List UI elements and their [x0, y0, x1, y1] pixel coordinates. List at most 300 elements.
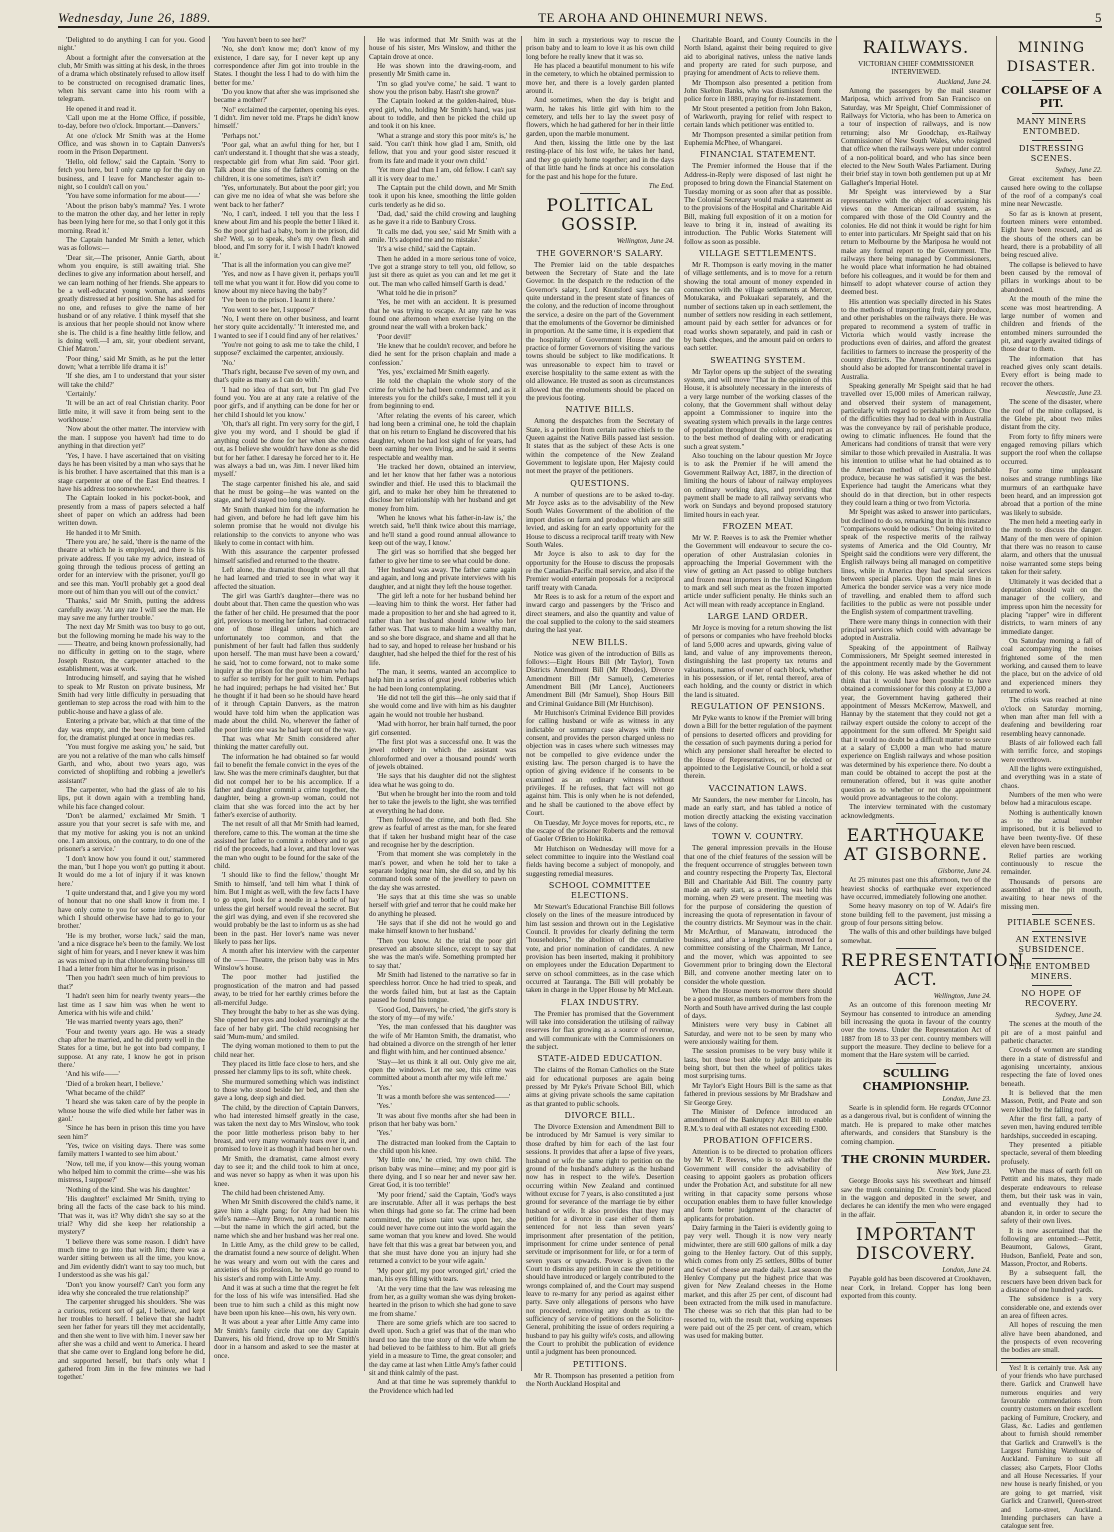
- column-rule: [209, 36, 210, 1371]
- paragraph: 'It calls me dad, you see,' said Mr Smith with a smile. 'It's adopted me and no mistake.': [369, 227, 516, 244]
- paragraph: The child had been christened Amy.: [222, 1189, 325, 1198]
- paragraph: On Tuesday, Mr Joyce moves for reports, etc., re the escape of the prisoner Roberts and the removal of Gaoler O'Brien to Hokitika.: [526, 818, 674, 844]
- column-rule: [996, 36, 997, 1371]
- paragraph: It was about a year after Little Amy came into Mr Smith's family circle that one day Captain Danvers, his old friend, drove up to Mr Smith's door in a hansom and asked to see the master at once.: [214, 1318, 359, 1360]
- paragraph: 'Poor gal, what an awful thing for her, but I can't understand it. I thought that she was a steady, respectable girl from what Jim said. 'Poor girl. Talk about the sins of the fathers coming on the children, it is one sometimes, isn't it?': [214, 141, 359, 183]
- paragraph: Searle is in splendid form. He regards O'Connor as a dangerous rival, but is confident of winning the match. He is prepared to make other matches afterwards, and considers that Stansbury is the coming champion.: [841, 1104, 991, 1146]
- paragraph: NEW BILLS.: [571, 637, 628, 647]
- paragraph: As an outcome of this forenoon meeting Mr Seymour has consented to introduce an amending bill increasing the quota in favour of the country over the towns. Under the Representation Act of 1887 from 18 to 33 per cent. country members will support the measure. They decline to believe for a moment that the Hare system will be carried.: [841, 1001, 991, 1060]
- paragraph: FLAX INDUSTRY.: [560, 997, 640, 1007]
- political-gossip-body: [526, 249, 674, 1389]
- paragraph: 'You went to see her, I suppose?': [222, 305, 315, 314]
- paragraph: 'You're not going to ask me to take the child, I suppose?' exclaimed the carpenter, anxiously.: [214, 341, 359, 358]
- paragraph: 'Yet more glad than I am, old fellow. I can't say all it is very dear to me.': [369, 166, 516, 183]
- paragraph: Ultimately it was decided that a deputation should wait on the manager of the colliery, and impress upon him the necessity for placing "rapper" wire in different districts, to warn miners of any immediate danger.: [1001, 577, 1102, 636]
- column-rule: [679, 36, 680, 1371]
- masthead: [58, 4, 1102, 28]
- paragraph: Mr Speight was interviewed by a Star representative with the object of ascertaining his views on the American railroad system, as compared with those of the Old Country and the colonies. He did not think it would be right for him to enter into particulars. Mr Speight said that on his return to Melbourne by the Mariposa he would not make any formal report to the Government. The railways there being managed by Commissioners, he would place what information he had obtained before his colleagues, and it would be for them and himself to adopt whatever course of action they deemed best.: [841, 188, 991, 297]
- paragraph: There were many things in connection with their principal services which could with advantage be adopted in Australia.: [841, 617, 991, 643]
- paragraph: 'There you are,' he said, 'there is the name of the theatre at which he is employed, and there is his private address. If you take my advice, instead of going through the tedious process of getting an order for an interview with the prisoner, you'll go and see this man. You'll probably get a good deal more out of him than you will out of the convict.': [58, 537, 205, 596]
- paragraph: 'I quite understand that, and I give you my word of honour that no one shall know it from me. I have only come to you for some information, for which I should otherwise have had to go to your brother.': [58, 889, 205, 931]
- paragraph: He was informed that Mr Smith was at the house of his sister, Mrs Winslow, and thither the Captain drove at once.: [369, 36, 516, 61]
- paragraph: They brought the baby to her as she was dying. She opened her eyes and looked yearningly at the face of her baby girl. 'The child recognising her said 'Mum-mum,' and smiled.: [214, 1007, 359, 1041]
- paragraph: 'Call upon me at the Home Office, if possible, to-day, before two o'clock. Important.—Danvers.': [58, 114, 205, 131]
- cronin-headline: THE CRONIN MURDER.: [841, 1152, 991, 1166]
- paragraph: The interview terminated with the customary acknowledgments.: [841, 803, 991, 820]
- paragraph: Mr Stout presented a petition from John Bakon, of Warkworth, praying for relief with respect to certain lands which petitioner was entitled to.: [684, 104, 832, 130]
- paragraph: Mr Hutchison on Wednesday will move for a select committee to inquire into the Westland coal fields having become a subject of monopoly, and suggesting remedial measures.: [526, 844, 674, 878]
- paragraph: 'What became of the child?': [66, 1088, 146, 1097]
- paragraph: That was what Mr Smith considered after thinking the matter carefully out.: [214, 734, 359, 752]
- paragraph: 'No, I can't, indeed. I tell you that the less I knew about Jim and his people the better I liked it. So the poor girl had a baby, born in the prison, did she? Well, so to speak, she's my own flesh and blood, and I'm sorry for it. I wish I hadn't knowed it.': [214, 209, 359, 260]
- paragraph: The information he had obtained so far would fail to benefit the female convict in the eyes of the law. She was the mere criminal's daughter, but that did not compel her to be his accomplice. If a father and daughter commit a crime together, the daughter, being a grown-up woman, could not claim that she was forced into the act by her father's exercise of authority.: [214, 752, 359, 819]
- issue-date: Wednesday, June 26, 1889.: [58, 10, 211, 25]
- paragraph: VACCINATION LAWS.: [708, 783, 808, 793]
- paragraph: 'Yes, yes,' exclaimed Mr Smith eagerly.: [377, 368, 490, 377]
- railways-body: [841, 87, 991, 820]
- paragraph: Mr R. Thompson has presented a petition from the North Auckland Hospital and: [526, 1371, 674, 1389]
- paragraph: All the lights were extinguished, and everything was in a state of chaos.: [1001, 765, 1103, 790]
- dateline: Auckland, June 24.: [937, 77, 991, 86]
- divider: [1032, 958, 1072, 959]
- political-gossip-headline: POLITICAL GOSSIP.: [546, 196, 654, 236]
- paragraph: 'Now, tell me, if you know—this young woman who helped him to commit the crime—she was his mistress, I suppose?': [58, 1159, 205, 1185]
- paragraph: 'I don't know how you found it out,' stammered the man, 'but I hope you won't go putting it about. It would do me a lot of injury if it was known here.': [58, 854, 205, 888]
- paragraph: The next day Mr Smith was too busy to go out, but the following morning he made his way to the —— Theatre, and being known professionally, had no difficulty in getting on to the stage, where Joseph Ruston, the carpenter attached to the establishment, was at work.: [58, 623, 205, 674]
- paragraph: 'Don't be alarmed,' exclaimed Mr Smith. 'I assure you that your secret is safe with me, and that my motive for asking you is not an unkind one. I am anxious, on the contrary, to do one of the prisoner's a service.': [58, 811, 205, 854]
- paragraph: The carpenter shrugged his shoulders. 'She was a curious, reticent sort of gal, I believe, and kept her troubles to herself. I believe that she hadn't seen her father for years till they met accidentally, and then she went to live with him. I never saw her after she was a child and went to America. I heard that she came over to England long before he did, and supported herself, but that's only what I gathered from Jim in the few minutes we had together.': [58, 1298, 205, 1382]
- dateline: Newcastle, June 23.: [1046, 388, 1102, 397]
- paragraph: The Divorce Extension and Amendment Bill to be introduced by Mr Samuel is very similar to those drafted by him for each of the last four sessions. It provides that after a lapse of five years, husband or wife the same right to petition on the ground of the husband's adultery as the husband now has in respect to the wife's. Desertion occurring within New Zealand and continued without excuse for 7 years, is also constituted a just ground for severance of the marriage tie by either husband or wife. It also provides that they may petition for a divorce in case either of them is sentenced for not less than seven years' imprisonment after presentation of the petition, imprisonment for crime under sentence of penal servitude or imprisonment for life, or for a term of seven years or upwards. Power is given to the Court to dismiss any petition in case the petitioner should have introduced or largely contributed to the wrongs complained of, and the Court may suspend leave to re-marry for any period as against either party. Save only allegations of persons who have not proceeded, removing any doubt as to the sufficiency of service of petitions on the Solicitor-General, prohibiting the issue of orders requiring a husband to pay his guilty wife's costs, and allowing the Court to prohibit the publication of evidence until a judgment has been pronounced.: [526, 1123, 674, 1357]
- entombed-miners-subhead: THE ENTOMBED MINERS.: [1012, 961, 1091, 981]
- paragraph: PROBATION OFFICERS.: [703, 1135, 813, 1145]
- paragraph: Speaking of the appointment of Railway Commissioners, Mr Speight seemed interested in the appointment recently made by the Government of this colony. He was asked whether he did not think that it would have been possible to have obtained a commissioner for this colony at £3,000 a year, the Government having gathered their appointment of Messrs McKerrow, Maxwell, and Hannay by the statement that they could not get a railway expert outside the colony to accept of the appointment for the sum offered. Mr Speight said that it would no doubt be a difficult matter to secure at a salary of £3,000 a man who had mature experience on English railways and whose position was determined by his experience there. No doubt a man could be obtained to accept the post at the remuneration offered, but it was quite another question as to whether or not the appointment would prove advantageous to the colony.: [841, 643, 991, 802]
- paragraph: 'It's a wise child,' said the Captain.: [377, 245, 476, 254]
- paragraph: The child, by the direction of Captain Danvers, who had interested himself greatly in the case, was taken the next day to Mrs Winslow, who took the poor little motherless prison baby to her breast, and very many womanly tears over it, and promised to love it as though it had been her own.: [214, 1103, 359, 1154]
- paragraph: Charitable Board, and County Councils in the North Island, against their being required to give aid to aboriginal natives, unless the native lands and property are rated for such purpose, and praying for amendment of Acts to relieve them.: [684, 36, 832, 78]
- paragraph: 'Yes, the man confessed that his daughter was the wife of Mr Hamton Smith, the dramatist, who had obtained a divorce on the strength of her letter and flight with him, and her continued absence.': [369, 1023, 516, 1057]
- paragraph: 'What told he die in prison?': [377, 288, 458, 297]
- paragraph: The net result of all that Mr Smith had learned, therefore, came to this. The woman at the time she assisted her father to commit a robbery and to get rid of the proceeds, had a lover, and that lover was the man who ought to be found for the sake of the child.: [214, 820, 359, 870]
- paragraph: 'Four and twenty years ago. He was a steady chap after he married, and he did pretty well in the States for a time, but he got into bad company, I suppose. At any rate, I know he got in prison there.': [58, 1027, 205, 1069]
- paragraph: 'Now about the other matter. The interview with the man. I suppose you haven't had time to do anything in that direction yet?': [58, 425, 205, 451]
- column-rule: [836, 36, 837, 1371]
- mining-body-3: [1001, 1020, 1102, 1354]
- paragraph: Mr W. P. Reeves is to ask the Premier whether the Government will endeavour to secure the co-operation of other Australasian colonies in approaching the Imperial Government with the view of getting an Act passed to oblige butchers and frozen meat importers in the United Kingdom to mark and sell such meat as the frozen imported article under sufficient penalty. He thinks such an Act will mean with ready acceptance in England.: [684, 533, 832, 609]
- paragraph: The subsidence is a very considerable one, and extends over an area of fifteen acres.: [1001, 1295, 1102, 1320]
- discovery-body: [841, 1275, 991, 1300]
- column-1: [58, 36, 205, 1382]
- paragraph: And it was at such a time that the regret he felt for the loss of his wife was intensified. Had she been true to him such a child as this might now have been upon his knee—his own, his very own.: [214, 1283, 359, 1317]
- paragraph: All hopes of rescuing the men alive have been abandoned, and the prospects of even recovering the bodies are small.: [1001, 1321, 1102, 1355]
- paragraph: When Mr Smith discovered the child's name, it gave him a slight pang; for Amy had been his wife's name—Amy Brown, not a romantic name—but the name in which the girl acted, but the name which she and her husband was her real one.: [214, 1198, 359, 1240]
- paragraph: At 25 minutes past one this afternoon, two of the heaviest shocks of earthquake ever experienced have occurred, immediately following one another.: [841, 876, 991, 901]
- paragraph: REGULATION OF PENSIONS.: [690, 702, 826, 712]
- paragraph: Also touching on the labour question Mr Joyce is to ask the Premier if he will amend the Government Railway Act, 1887, in the direction of limiting the hours of labour of railway employees on ordinary working days, and providing that payment shall be made to all railway servants who work on Sundays and beyond proposed statutory limited hours in each year.: [684, 452, 832, 519]
- paragraph: 'Yes.': [377, 1083, 392, 1092]
- paragraph: The Premier informed the House that if the Address-in-Reply were disposed of last night he proposed to bring down the Financial Statement on Tuesday morning or as soon after that as possible. The Colonial Secretary would make a statement as to the provisions of the Hospital and Charitable Aid Bill, making full exposition of it on a motion for leave to bring it in, instead of awaiting its introduction. The Public Works Statement will follow as soon as possible.: [684, 162, 832, 246]
- paragraph: 'Poor thing,' said Mr Smith, as he put the letter down; 'what a terrible life drama it is!': [58, 354, 205, 372]
- paragraph: 'Stay—let us think it all out. Only give me air, open the windows. Let me see, this crime was committed about a month after my wife left me.': [369, 1057, 516, 1083]
- paragraph: He handed it to Mr Smith.: [66, 528, 141, 537]
- paragraph: Entering a private bar, which at that time of the day was empty, and the beer having been called for, the dramatist plunged at once in medias res.: [58, 717, 205, 742]
- paragraph: And then, kissing the little one by the last resting-place of his lost wife, he takes her hand, and they go quietly home together; and in the days of that little hand he finds at once his consolation for the past and his hope for the future.: [526, 139, 674, 181]
- political-gossip-continued: [684, 36, 832, 1341]
- paragraph: 'My poor friend,' said the Captain, 'God's ways are inscrutable. After all it was perhaps the best when things had gone so far. The crime had been committed, the prison taint was upon her, she could never have come out into the world again the same woman that you knew and loved. She would have felt that this was a great bar between you, and that she must have done you an injury had she returned a convict to be your wife again.': [369, 1190, 516, 1266]
- paragraph: VILLAGE SETTLEMENTS.: [699, 248, 817, 258]
- paragraph: 'I'm so glad you've come,' he said. 'I want to show you the prison baby. Hasn't she grown?': [369, 79, 516, 97]
- paragraph: The Premier has promised that the Government will take into consideration the utilising of railway reserves for flax growing as a source of revenue, and will communicate with the Commissioners on the subject.: [526, 1009, 674, 1052]
- paragraph: Mr R. Thompson is early moving in the matter of village settlements, and is to move for a return showing the total amount of money expended in connection with the village settlements at Mercer, Motukaraka, and Pokuakari separately, and the number of sections taken up in each settlement, the number of settlers now residing in each settlement, amount paid by each settler for advances or for road works shown separately, and paid in cash or by bank cheques, and the amount paid on orders to each settler.: [684, 260, 832, 353]
- dateline: Wellington, June 24.: [616, 237, 674, 246]
- paragraph: The Captain put the child down, and Mr Smith took it upon his knee, smoothing the little golden curls tenderly as he did so.: [369, 183, 516, 209]
- paragraph: 'His daughter!' exclaimed Mr Smith, trying to bring all the facts of the case back to his mind. 'That was it, was it? Why didn't she say so at the trial? Why did she keep her relationship a mystery?': [58, 1195, 205, 1237]
- cronin-body: [841, 1177, 991, 1219]
- newspaper-title: TE AROHA AND OHINEMURI NEWS.: [538, 10, 768, 25]
- no-hope-subhead: NO HOPE OF RECOVERY.: [1021, 988, 1082, 1008]
- paragraph: Among the passengers by the mail steamer Mariposa, which arrived from San Francisco on Saturday, was Mr Speight, Chief Commissioner of Railways for Victoria, who has been to America on a tour of inspection of railways, and is now returning; also Mr Goodchap, ex-Railway Commissioner of New South Wales, who resigned that office when the railways were put under control of a non-political board, and who has since been elected to the New South Wales Parliament. During their brief stay in town both gentlemen put up at Mr Gallagher's Imperial Hotel.: [841, 87, 991, 187]
- paragraph: FROZEN MEAT.: [722, 521, 794, 531]
- divider: [1032, 140, 1072, 141]
- paragraph: 'If she dies, am I to understand that your sister will take the child?': [58, 372, 205, 389]
- paragraph: 'Don't you know yourself? Can't you form any idea why she concealed the true relationship?': [58, 1280, 205, 1297]
- paragraph: Mr Speight was asked to answer into particulars, but declined to do so, remarking that in this instance "comparisons would be odious." On being invited to speak of the respective merits of the railway systems of America and the Old Country, Mr Speight said the conditions were very different, the English railways being all managed on competitive lines, while in America they had special services between special places. Upon the main lines in America the bonder service was a very nice mode of travelling, and enabled them to afford such facilities to the public as were not possible under the English system of compartment travelling.: [841, 508, 991, 617]
- paragraph: Mr Hutchison's Criminal Evidence Bill provides for calling husband or wife as witness in any indictable or summary case always with their consent, and provides the person charged unless no objection was in cases where such witnesses may not be compelled to give evidence under the existing law. The person charged is to have the option of giving evidence if he consents to be examined as an ordinary witness without privileges. If he refuses, that fact will not go against him. This is only when he is not defended, and he shall be cautioned to the above effect by Court.: [526, 709, 674, 818]
- paragraph: 'When he knows what his father-in-law is,' the wretch said, 'he'll think twice about this marriage, and he'll stand a good round annual allowance to keep out of the way, I know.': [369, 513, 516, 547]
- paragraph: 'Hello, old fellow,' said the Captain. 'Sorry to fetch you here, but I only came up for the day on business, and I leave for Manchester again to-night, so I couldn't call on you.': [58, 157, 205, 191]
- story-continued-3: [369, 36, 516, 1395]
- paragraph: The Captain looked in his pocket-book, and presently from a mass of papers selected a half sheet of paper on which an address had been written down.: [58, 494, 205, 528]
- paragraph: And at that time he was supremely thankful to the Providence which had led: [369, 1378, 516, 1395]
- paragraph: By a subsequent fall, the rescuers have been driven back for a distance of one hundred yards.: [1001, 1269, 1102, 1294]
- paragraph: Mr Smith had listened to the narrative so far in speechless horror. Once he had tried to speak, and the words failed him, but at last as the Captain paused he found his tongue.: [369, 971, 516, 1005]
- paragraph: They placed its little face close to hers, and she pressed her clammy lips to its soft, white cheek.: [214, 1059, 359, 1077]
- paragraph: She murmured something which was indistinct to those who stood beside her bed, and then she gave a long, deep sigh and died.: [214, 1077, 359, 1103]
- story-continued-1: [58, 36, 205, 1382]
- paragraph: Mr Smith thanked him for the information he had given, and before he had left gave him his solemn promise that he would not divulge his relationship to the convicts to anyone who was likely to come in contact with him.: [214, 505, 359, 547]
- paragraph: PETITIONS.: [572, 1359, 628, 1369]
- paragraph: It is now ascertained that the following are entombed:—Pettit, Beaumont, Galows, Grant, Hudson, Banfield, Peate and son, Masson, Proctor, and Roberts.: [1001, 1226, 1102, 1268]
- discovery-headline: IMPORTANT DISCOVERY.: [855, 1224, 977, 1264]
- paragraph: Numbers of the men who were below had a miraculous escape.: [1001, 791, 1102, 808]
- paragraph: Among the despatches from the Secretary of State, is a petition from certain native chiefs to the Queen against the Native Bills passed last session. It states that as the subject of these Acts is one within the competence of the New Zealand Government to legislate upon, Her Majesty could not meet the prayer of the petitioners.: [526, 417, 674, 476]
- paragraph: Mr Saunders, the new member for Lincoln, has made an early start, and has tabled a notice of motion directly attacking the existing vaccination laws of the colony.: [684, 795, 832, 829]
- paragraph: 'I believe there was some reason. I didn't have much time to go into that with Jim; there was a warder sitting between us all the time, you know, and Jim evidently didn't want to say too much, but I understood as she was his gal.': [58, 1237, 205, 1280]
- paragraph: He opened it and read it.: [66, 104, 137, 113]
- paragraph: 'Dad, dad,' said the child crowing and laughing as he gave it a ride to Banbury Cross.: [369, 209, 516, 227]
- paragraph: 'I should like to find the fellow,' thought Mr Smith to himself, 'and tell him what I think of him. But I might as well, with the few facts I have to go upon, look for a needle in a bottle of hay unless the girl herself would reveal the secret. But the girl was dying, and even if she recovered she would probably be the last to inform us as she had been in the past. Her lover's name was never likely to pass her lips.: [214, 871, 359, 947]
- paragraph: The Premier laid on the table despatches between the Secretary of State and the late Governor. In the despatch re the reduction of the Governor's salary, Lord Knutsford says he can quite understand in the present state of finances of the colony, and the reduction of income throughout the service, a desire on the part of the Government that the emoluments of the Governor be diminished in proportion. At the same time, it is expedient that the hospitality of Government House and the practice of former Governors of visiting the various towns should be subject to like modifications. It was unreasonable to expect him to travel or exercise hospitality to the same extent as with the old allowance. He trusted as soon as circumstances allowed that the emoluments should be placed on the previous footing.: [526, 260, 674, 403]
- paragraph: Left alone, the dramatist thought over all that he had learned and tried to see in what way it affected the situation.: [214, 565, 359, 591]
- mining-body-1: [1001, 175, 1102, 388]
- paragraph: DIVORCE BILL.: [564, 1111, 636, 1121]
- paragraph: Mr Pyke wants to know if the Premier will bring down a Bill for the better regulation of the payment of pensions to deserted officers and providing for the cessation of such payments during a period for which any pensioner shall hereafter be elected to the House of Representatives, or be elected or appointed to the Legislative Council, or hold a seat therein.: [684, 714, 832, 781]
- paragraph: 'Yes.': [377, 1129, 392, 1138]
- paragraph: Blasts of air followed each fall with terrific force, and stopings were overthrown.: [1001, 739, 1102, 764]
- sculling-body: [841, 1104, 991, 1146]
- paragraph: Ministers were very busy in Cabinet all Saturday, and were not to be seen by many who were anxiously waiting for them.: [684, 1021, 832, 1047]
- paragraph: After the first fall, a party of seven men, having endured terrible hardships, succeeded in escaping.: [1001, 1115, 1102, 1140]
- paragraph: 'Good God, Danvers,' he cried, 'the girl's story is the story of my—of my wife.': [369, 1005, 516, 1022]
- paragraph: 'I've been to the prison. I learnt it there.': [222, 296, 336, 305]
- paragraph: The girl was Garth's daughter—there was no doubt about that. Then came the question who was the father of her child. He presumed that the poor girl, previous to meeting her father, had contracted one of those illegal unions which are unfortunately too common, and that the punishment of her fault had fallen thus suddenly upon herself. 'The man must have been a coward,' he said, 'not to come forward, not to make some inquiry at the prison for the poor woman who had to suffer so terribly for her guilt to him. Perhaps he had inquired; perhaps he had visited her.' But he thought if it had been so he should have heard of it through Captain Danvers, as the matron would have told him when the application was made about the child. No, wherever the father of the poor little one was he had kept out of the way.: [214, 592, 359, 734]
- paragraph: 'At the very time that the law was releasing me from her, as a guilty woman she was dying broken-hearted in the prison to which she had gone to save me from shame.': [369, 1284, 516, 1318]
- paragraph: 'What a strange and story this poor mite's is,' he said. 'You can't think how glad I am, Smith, old fellow, that you and your good sister rescued it from its fate and made it your own child.': [369, 131, 516, 165]
- story-continued-2: [214, 36, 359, 1360]
- paragraph: The walls of this and other buildings have bulged somewhat.: [841, 928, 991, 945]
- paragraph: The girl was so horrified that she begged her father to give her time to see what could be done.: [369, 548, 516, 565]
- paragraph: 'He says that at this time she was so unable herself with grief and terror that he could make her do anything he pleased.: [369, 893, 516, 918]
- paragraph: The scene of the disaster, where the roof of the mine collapsed, is the Glebe pit, about two miles distant from the city.: [1001, 398, 1102, 432]
- paragraph: 'My little one,' he cried, 'my own child. The prison baby was mine—mine; and my poor girl is there dying, and I so near her and never saw her. Great God, it is too terrible!': [369, 1156, 516, 1190]
- divider: [1032, 113, 1072, 114]
- paragraph: 'Dear sir,—The prisoner, Annie Garth, about whom you enquire, is still awaiting trial. She declines to give any information about herself, and we can learn nothing of her friends. She appears to be a well-educated young woman, and seems greatly distressed at her position. She has asked for no one, and refuses to give the name of her husband or of any relative. I think myself that she is anxious that her people should not know where she is. The child is a fine healthy little fellow, and is doing well.—I am, sir, your obedient servant, Chief Matron.': [58, 253, 205, 354]
- paragraph: 'Yes, I have. I have ascertained that on visiting days he has been visited by a man who says that he is his brother. I have ascertained that this man is a stage carpenter at one of the East End theatres. I have his address too somewhere.': [58, 451, 205, 493]
- paragraph: Attention is to be directed to probation officers by Mr W. P. Reeves, who is to ask whether the Government will consider the advisability of ceasing to appoint gaolers as probation officers under the Probation Act, and substitute for all new writing in that capacity some persons whose occupation enables them to have fuller knowledge and form better judgment of the character of applicants for probation.: [684, 1147, 832, 1223]
- paragraph: About a fortnight after the conversation at the club, Mr Smith was sitting at his desk, in the throes of a drama which obstinately refused to allow itself to be constructed on recognised dramatic lines, when his servant came into his room with a telegram.: [58, 53, 205, 104]
- paragraph: The stage carpenter finished his ale, and said that he must be going—he was wanted on the stage, and he'd stayed too long already.: [214, 479, 359, 505]
- paragraph: 'No, I went there on other business, and learnt her story quite accidentally.' 'It interested me, and I wanted to see if I could find any of her relatives.': [214, 315, 359, 340]
- paragraph: SWEATING SYSTEM.: [710, 355, 806, 365]
- paragraph: 'He tracked her down, obtained an interview, and let her know that her father was a notorious swindler and thief. He used this to blackmail the girl, and to make her obey him he threatened to disclose her relationship with her husband and get money from him.: [369, 462, 516, 513]
- divider: [1032, 80, 1072, 81]
- paragraph: The information that has reached gives only scant details. Every effort is being made to recover the others.: [1001, 354, 1102, 388]
- distressing-subhead: DISTRESSING SCENES.: [1018, 144, 1085, 163]
- paragraph: A number of questions are to be asked to-day. Mr Joyce asks as to the advisability of the New South Wales Government of the abolition of the import duties on farm and produce which are still levied, and asking for an early opportunity for the House to discuss a reciprocal tariff treaty with New South Wales.: [526, 490, 674, 549]
- dateline: Gisborne, June 24.: [937, 866, 991, 875]
- paragraph: The general impression prevails in the House that one of the chief features of the session will be the frequent occurrence of struggles between town and country respecting the Property Tax, Electoral Bill and Charitable Aid Bill. The country party made an early start, as a meeting was held this morning, when 29 were present. The meeting was for the purpose of considering the question of increasing the quota of representation in favour of the country districts. Mr Seymour was in the chair. Mr McArthur, of Manawatu, introduced the business, and after a lengthy speech moved for a committee consisting of the Chairman, Mr Lance, and the mover, which was appointed to see Government prior to bringing down the Electoral Bill, and convene another meeting later on to consider the whole question.: [684, 844, 832, 986]
- divider: [896, 1149, 936, 1150]
- paragraph: And sometimes, when the day is bright and warm, he takes his little girl with him to the cemetery, and tells her to lay the sweet posy of flowers, which he had gathered for her in their little garden, upon the marble monument.: [526, 96, 674, 138]
- paragraph: 'Oh, that's all right. I'm very sorry for the girl, I give you my word, and I should be glad if anything could be done for her when she comes out, as I believe she wouldn't have done as she did but for her father. I daresay he forced her to it. He was always a bad un, was Jim. I never liked him myself.': [214, 420, 359, 479]
- paragraph: The men held a meeting early in the month to discuss the danger. Many of the men were of opinion that there was no reason to cause alarm, and others that the unusual noise warranted some steps being taken for their safety.: [1001, 518, 1102, 577]
- divider: [896, 948, 936, 949]
- paragraph: NATIVE BILLS.: [565, 405, 635, 415]
- paragraph: 'Certainly.': [66, 390, 97, 399]
- column-6: [841, 36, 1025, 1371]
- paragraph: 'Died of a broken heart, I believe.': [66, 1079, 163, 1088]
- earthquake-body: [841, 876, 991, 945]
- paragraph: 'After relating the events of his career, which had long been a criminal one, he told the chaplain that on his return to England he discovered that his daughter, whom he had lost sight of for years, had been earning her own living, and he said it seems respectable and wealthy man.: [369, 411, 516, 462]
- paragraph: 'Perhaps not.': [222, 131, 260, 140]
- paragraph: 'Yes, he met with an accident. It is presumed that he was trying to escape. At any rate he was found one afternoon when exercise lying on the ground near the wall with a broken back.': [369, 298, 516, 332]
- pitiable-subhead: PITIABLE SCENES.: [1007, 917, 1096, 927]
- paragraph: 'He says that his daughter did not the slightest idea what he was going to do.: [369, 772, 516, 789]
- paragraph: From forty to fifty miners were engaged removing pillars which support the roof when the collapse occurred.: [1001, 432, 1102, 466]
- paragraph: Relief parties are working continuously to rescue the remainder.: [1001, 851, 1102, 877]
- paragraph: Introducing himself, and saying that he wished to speak to Mr Ruston on private business, Mr Smith had very little difficulty in persuading that gentleman to step across the road with him to the public-house and have a glass of ale.: [58, 674, 205, 716]
- paragraph: The claims of the Roman Catholics on the State aid for educational purposes are again being pressed by Mr Pyke's Private School Bill, which aims at giving private schools the same capitation as that granted to public schools.: [526, 1066, 674, 1108]
- paragraph: 'That is all the information you can give me?': [222, 260, 352, 269]
- paragraph: TOWN V. COUNTRY.: [712, 832, 804, 842]
- paragraph: 'He did not tell the girl this—he only said that if she would come and live with him as his daughter again he would not trouble her husband.: [369, 694, 516, 719]
- paragraph: The Captain handed Mr Smith a letter, which was as follows:—: [58, 235, 205, 253]
- representation-body: [841, 1001, 991, 1059]
- paragraph: 'Nothing of the kind. She was his daughter.': [66, 1185, 191, 1194]
- paragraph: Mr Smith, the dramatist, came almost every day to see it; and the child took to him at once, and was never so happy as when it was upon his knee.: [214, 1154, 359, 1188]
- paragraph: When the mass of earth fell on Pettitt and his mates, they made desperate endeavours to release them, but their task was in vain, and eventually they had to abandon it, in order to secure the safety of their own lives.: [1001, 1167, 1102, 1226]
- paragraph: 'From that moment she was completely in the man's power, and when he told her to take a separate lodging near him, she did so, and by his command took some of the jewellery to pawn on the day she was arrested.: [369, 850, 516, 892]
- paragraph: 'No!' exclaimed the carpenter, opening his eyes. 'I didn't. Jim never told me. P'raps he didn't know himself.': [214, 105, 359, 131]
- paragraph: 'No, she don't know me; don't know of my existence, I dare say, for I never kept up any correspondence after Jim got into trouble in the States. I thought the less I had to do with him the better for me.': [214, 45, 359, 87]
- divider: [1032, 914, 1072, 915]
- representation-headline: REPRESENTATION ACT.: [841, 951, 1025, 991]
- paragraph: At one o'clock Mr Smith was at the Home Office, and was shown in to Captain Danvers's room in the Prison Department.: [58, 131, 205, 157]
- dateline: Sydney, June 22.: [1055, 166, 1102, 174]
- paragraph: Thousands of persons are assembled at the pit mouth, awaiting to hear news of the missing men.: [1001, 877, 1102, 911]
- paragraph: Mr Stewart's Educational Franchise Bill follows closely on the lines of the measure introduced by him last session and thrown out in the Legislative Council. It provides for clearly defining the term "householders," the abolition of the cumulative vote, and prior nomination of candidates. A new provision has been inserted, making it prohibitory on employees under the Education Department to serve on school committees, as in the case which occurred at Tauranga. The Bill will probably be taken in charge in the Upper House by Mr McLean.: [526, 902, 674, 995]
- paragraph: 'I heard she was taken care of by the people in whose house the wife died while her father was in gaol.': [58, 1098, 205, 1123]
- paragraph: 'Yes, and now as I have given it, perhaps you'll tell me what you want it for. How did you come to know about my niece having the baby?': [214, 270, 359, 295]
- paragraph: Dairy farming in the Taieri is evidently going to pay very well. Though it is now very nearly midwinter, there are still 600 gallons of milk a day going to the Henley factory. Out of this supply, which comes from only 25 settlers, 80lbs of butter and 6cwt of cheese are made daily. Last season the Henley Company put the highest price that was given for New Zealand cheeses in the Home market, and this after 25 per cent, of discount had been extracted from the milk used in manufacture. The cheese was so rich that this plan had to be resorted to, with the result that, working expenses were paid out of the 25 per cent. of cream, which was used for making butter.: [684, 1223, 832, 1341]
- divider: [896, 1063, 936, 1064]
- paragraph: 'The girl left a note for her husband behind her—leaving him to think the worst. Her father had made a proposition to her and she had agreed to it, rather than her husband should know who her father was. That was to make him a wealthy man, and so she bore disgrace, and shame and all that he had to say, and hoped to release her husband or his daughter, had she helped the thief for the rest of his life.: [369, 592, 516, 667]
- paragraph: THE GOVERNOR'S SALARY.: [536, 248, 664, 258]
- paragraph: Mr Thompson presented a similar petition from Euphemia McPhee, of Whangarei.: [684, 130, 832, 148]
- paragraph: Mr Rees is to ask for a return of the export and inward cargo and passengers by the 'Frisco and direct steamers, and also the quantity and value of the coal supplied to the colony to the said steamers during the last year.: [526, 592, 674, 635]
- paragraph: FINANCIAL STATEMENT.: [699, 150, 817, 160]
- paragraph: 'You have some information for me about——': [66, 192, 201, 201]
- paragraph: 'It will be an act of real Christian charity. Poor little mite, it will save it from being sent to the workhouse.': [58, 399, 205, 425]
- divider: [1001, 1358, 1102, 1359]
- paragraph: 'Thanks,' said Mr Smith, putting the address carefully away. 'At any rate I will see the man. He may save me any further trouble.': [58, 597, 205, 623]
- divider: [896, 823, 936, 824]
- paragraph: QUESTIONS.: [570, 478, 630, 488]
- paragraph: STATE-AIDED EDUCATION.: [537, 1054, 663, 1064]
- railways-subhead: VICTORIAN CHIEF COMMISSIONER INTERVIEWED.: [858, 60, 974, 77]
- paragraph: George Brooks says his sweetheart and himself saw the trunk containing Dr. Cronin's body placed in the waggon and deposited in the sewer, and declares he can identify the men who were engaged in the affair.: [841, 1177, 991, 1219]
- dateline: New York, June 23.: [937, 1167, 991, 1176]
- sculling-headline: SCULLING CHAMPIONSHIP.: [862, 1066, 970, 1093]
- paragraph: When the House meets to-morrow there should be a good muster, as numbers of members from the North and South have arrived during the last couple of days.: [684, 987, 832, 1021]
- paragraph: The Captain looked at the golden-haired, blue-eyed girl, who, holding Mr Smith's hand, was just about to toddle, and then he picked the child up and took it on his knee.: [369, 97, 516, 131]
- paragraph: 'Since he has been in prison this time you have seen him?': [58, 1124, 205, 1141]
- paragraph: Crowds of women are standing there in a state of distressful and agonising uncertainty, anxious respecting the fate of loved ones beneath.: [1001, 1046, 1102, 1088]
- divider: [580, 193, 620, 194]
- paragraph: The session promises to be very busy while it lasts, but those best able to judge anticipate its being short, but then the wheel of politics takes most surprising turns.: [684, 1047, 832, 1081]
- paragraph: Mr Joyce is moving for a return showing the list of persons or companies who have freehold blocks of land 5,000 acres and upwards, giving value of land, and value of any improvements thereon, distinguishing the last property tax returns and valuations, names of owner of each block, whether in his possession, or if let, rental thereof, area of each holding, and the county or district in which the land is situated.: [684, 623, 832, 699]
- paragraph: him in such a mysterious way to rescue the prison baby and to learn to love it as his own child long before he really knew that it was so.: [526, 36, 674, 61]
- paragraph: Speaking generally Mr Speight said that he had travelled over 15,000 miles of American railway, and observed their system of management, particularly with regard to perishable produce. One of the difficulties they had to deal with in Australia was the conveyance by rail of perishable produce, owing to climatic influences. He found that the Americans had conditions of transit that were very similar to those which prevailed in Australia. It was his intention to utilise what he had obtained as to the American method of carrying perishable produce, because he was satisfied it was the best. Experience had taught the Americans what they should do in that direction, but in other respects they could learn a thing or two from Victoria.: [841, 382, 991, 507]
- paragraph: 'It was about five months after she had been in prison that her baby was born.': [369, 1111, 516, 1128]
- paragraph: 'About the prison baby's mamma? Yes. I wrote to the matron the other day, and her letter in reply has been lying here for me, so that I only got it this morning. Read it.': [58, 201, 205, 235]
- column-rule: [364, 36, 365, 1371]
- collapse-subhead: COLLAPSE OF A PIT.: [1001, 84, 1102, 110]
- paragraph: 'Mad with horror, her brain half turned, the poor girl consented.: [369, 720, 516, 737]
- paragraph: 'That's right, because I've seven of my own, and that's quite as many as I can do with.': [214, 368, 359, 385]
- column-4: [526, 36, 674, 1389]
- paragraph: 'But when he brought her into the room and told her to take the jewels to the light, she was terrified at everything he had done.: [369, 789, 516, 815]
- paragraph: 'No.': [222, 358, 236, 367]
- paragraph: There are some griefs which are too sacred to dwell upon. Such a grief was that of the man who heard too late the true story of the wife whom he had believed to be faithless to him. But all griefs yield in a measure to Time, the great consoler; and the day came at last when Little Amy's father could sit and think calmly of the past.: [369, 1318, 516, 1377]
- dateline: Sydney, June 24.: [1055, 1010, 1102, 1019]
- paragraph: A month after his interview with the carpenter of the —— Theatre, the prison baby was in Mrs Winslow's house.: [214, 947, 359, 973]
- paragraph: 'You must forgive me asking you,' he said, 'but are you not a relative of the man who calls himself Garth, and who, about two years ago, was convicted of shoplifting and robbing a jeweller's assistant?': [58, 743, 205, 785]
- paragraph: It is believed that the men Masson, Pettit, and Peate and son were killed by the falling roof.: [1001, 1089, 1102, 1114]
- paragraph: 'Her husband was away. The father came again and again, and long and private interviews with his daughter, and at night they left the house together.: [369, 565, 516, 591]
- paragraph: Mr Joyce is also to ask to day for the opportunity for the House to discuss the proposals re the Canadian-Pacific mail service, and also if the Premier would entertain proposals for a reciprocal tariff treaty with Canada.: [526, 550, 674, 592]
- paragraph: 'Delighted to do anything I can for you. Good night.': [58, 36, 205, 53]
- paragraph: Mr Thompson also presented a petition from John Skelton Banks, who was dismissed from the police force in 1880, praying for re-instatement.: [684, 78, 832, 104]
- mining-body-2: [1001, 398, 1102, 911]
- paragraph: LARGE LAND ORDER.: [707, 611, 809, 621]
- paragraph: 'He says that if she did not he would go and make himself known to her husband.': [369, 919, 516, 936]
- dateline: London, June 24.: [942, 1265, 991, 1274]
- furniture-advertisement: Yes! It is certainly true. Ask any of your friends who have purchased there. Garlick and Cranwell have numerous enquiries and very favourable commendations from country customers on their excellent packing of Furniture, Crockery, and Glass, &c. Ladies and gentlemen about to furnish should remember that Garlick and Cranwell's is the Largest Furnishing Warehouse of Auckland. Furniture to suit all classes; also Carpets, Floor Cloths and all House Necessaries. If your new house is nearly finished, or you are going to get married, visit Garlick and Cranwell, Queen-street and Lorne-street, Auckland. Intending purchasers can have a catalogue sent free.: [1001, 1362, 1102, 1532]
- paragraph: 'He is my brother, worse luck,' said the man, 'and a nice disgrace he's been to the family. We lost sight of him for years, and I never knew it was him as was mixed up in that chloroforming business till I had a letter from him after he was in prison.': [58, 931, 205, 974]
- dateline: Wellington, June 24.: [933, 992, 991, 1001]
- paragraph: Notice was given of the introduction of Bills as follows:—Eight Hours Bill (Mr Taylor), Town Districts Amendment Bill (Mr Rhodes), Divorce Amendment Bill (Mr Samuel), Cemeteries Amendment Bill (Mr Lance), Auctioneers Amendment Bill (Mr Samuel), Shop Hours Bill and Criminal Guidance Bill (Mr Hutchison).: [526, 649, 674, 708]
- dateline: London, June 23.: [942, 1094, 991, 1103]
- paragraph: 'Then you hadn't seen much of him previous to that?': [58, 974, 205, 991]
- paragraph: So far as is known at present, fourteen miners were entombed. Eight have been rescued, and as the shouts of the others can be heard, there is a probability of all being rescued alive.: [1001, 209, 1102, 260]
- paragraph: The Minister of Defence introduced an amendment of the Bankruptcy Act Bill to enable R.M.'s to deal with all estates not exceeding £300.: [684, 1107, 832, 1133]
- divider: [1032, 985, 1072, 986]
- paragraph: 'My poor girl, my poor wronged girl,' cried the man, his eyes filling with tears.: [369, 1266, 516, 1284]
- divider: [1032, 931, 1072, 932]
- paragraph: 'It was a month before she was sentenced——': [377, 1092, 511, 1101]
- paragraph: 'Then you know. At the trial the poor girl preserved an absolute silence, except to say that she was the man's wife. Something prompted her to say that.': [369, 936, 516, 970]
- the-end: The End.: [648, 181, 674, 190]
- column-rule: [521, 36, 522, 1371]
- paragraph: Nothing is authentically known as to the actual number imprisoned, but it is believed to have been twenty-five. Of these eleven have been rescued.: [1001, 808, 1102, 851]
- paragraph: Some heavy masonry on top of W. Adair's fire stone building fell to the pavement, just missing a group of four persons sitting below.: [841, 902, 991, 927]
- paragraph: He was shown into the drawing-room, and presently Mr Smith came in.: [369, 62, 516, 79]
- paragraph: SCHOOL COMMITTEE ELECTIONS.: [548, 880, 652, 900]
- paragraph: Payable gold has been discovered at Crookhaven, near Cork, in Ireland. Copper has long been exported from this county.: [841, 1275, 991, 1300]
- paragraph: 'I hadn't seen him for nearly twenty years—the last time as I saw him was when he went to America with his wife and child.': [58, 992, 205, 1017]
- mining-disaster-headline: MINING DISASTER.: [1006, 40, 1097, 75]
- paragraph: The crisis was reached at nine o'clock on Saturday morning, when man after man fell with a deafening and bewildering roar resembling heavy cannonade.: [1001, 696, 1102, 738]
- paragraph: 'You haven't been to see her?': [222, 36, 306, 44]
- paragraph: Mr Taylor opens up the subject of the sweating system, and will move "That in the opinion of this House, it is absolutely necessary in the interests of a very large number of the working classes of the colony, that the Government shall without delay appoint a Commissioner to inquire into the sweating system which prevails in the large centres of population throughout the colony, and report as to the best method of dealing with or eradicating such a great system.": [684, 367, 832, 451]
- paragraph: The dying woman motioned to them to put the child near her.: [214, 1042, 359, 1059]
- column-7: [1001, 36, 1103, 1531]
- paragraph: 'Then followed the crime, and both fled. She grew as fearful of arrest as the man, for she feared that if taken her husband might hear of the case and recognise her by the description.: [369, 815, 516, 849]
- paragraph: Great excitement has been caused here owing to the collapse of the roof of a company's coal mine near Newcastle.: [1001, 175, 1102, 209]
- paragraph: He told the chaplain the whole story of the crime for which he had been condemned, and as it interests you for the child's sake, I must tell it you from beginning to end.: [369, 377, 516, 411]
- subsidence-subhead: AN EXTENSIVE SUBSIDENCE.: [1015, 934, 1088, 954]
- paragraph: In Little Amy, as the child grew to be called, the dramatist found a new source of delight. When he was weary and worn out with the cares and anxieties of his profession, he would go round to his sister's and romp with Little Amy.: [214, 1241, 359, 1283]
- paragraph: The distracted man looked from the Captain to the child upon his knee.: [369, 1138, 516, 1155]
- railways-headline: RAILWAYS.: [862, 38, 970, 58]
- paragraph: They presented a pitiable spectacle, several of them bleeding profusely.: [1001, 1141, 1102, 1166]
- column-5: [684, 36, 832, 1371]
- paragraph: 'I had no idea of that sort, but I'm glad I've found you. You are at any rate a relative of the poor girl's, and if anything can be done for her or her child I should let you know.': [214, 385, 359, 419]
- paragraph: 'And his wife——': [66, 1070, 120, 1079]
- paragraph: For some time unpleasant noises and strange rumblings like murmurs of an earthquake have been heard, and an impression got abroad that a portion of the mine was likely to subside.: [1001, 467, 1102, 517]
- paragraph: 'Yes.': [377, 1102, 392, 1111]
- paragraph: Mr Taylor's Eight Hours Bill is the same as that fathered in previous sessions by Mr Bradshaw and Sir George Grey.: [684, 1081, 832, 1107]
- paragraph: On Saturday morning a fall of coal accompanying the noises frightened some of the men working, and caused them to leave the place, but on the advice of old and experienced miners they returned to work.: [1001, 636, 1102, 695]
- paragraph: The scenes at the mouth of the pit are of a most painful and pathetic character.: [1001, 1020, 1102, 1045]
- paragraph: 'The first plot was a successful one. It was the jewel robbery in which the assistant was chloroformed and over a thousand pounds' worth of jewels obtained.: [369, 737, 516, 771]
- earthquake-headline: EARTHQUAKE AT GISBORNE.: [843, 825, 989, 865]
- page-number: 5: [1094, 10, 1102, 25]
- paragraph: 'Do you know that after she was imprisoned she became a mother?': [214, 88, 359, 105]
- paragraph: At the mouth of the mine the scene was most heartrending. A large number of women and children and friends of the entombed miners surrounded the pit, and eagerly awaited tidings of those dear to them.: [1001, 295, 1102, 354]
- paragraph: The poor mother had justified the prognostication of the matron and had passed away, to be tried for her earthly crimes before the all-merciful Judge.: [214, 973, 359, 1007]
- paragraph: He has placed a beautiful monument to his wife in the cemetery, to which he obtained permission to move her, and there is a lovely garden planted around it.: [526, 62, 674, 96]
- paragraph: 'Poor devil!': [377, 332, 412, 341]
- paragraph: With this assurance the carpenter professed himself satisfied and returned to the theatre.: [214, 548, 359, 565]
- column-2: [214, 36, 359, 1371]
- paragraph: 'Yes, twice on visiting days. There was some family matters I wanted to see him about.': [58, 1142, 205, 1159]
- paragraph: The collapse is believed to have been caused by the removal of pillars in workings about to be abandoned.: [1001, 260, 1102, 294]
- paragraph: 'Yes, unfortunately. But about the poor girl; you can give me no idea of what she was before she went back to her father?': [214, 183, 359, 209]
- column-3: [369, 36, 516, 1395]
- divider: [896, 1222, 936, 1223]
